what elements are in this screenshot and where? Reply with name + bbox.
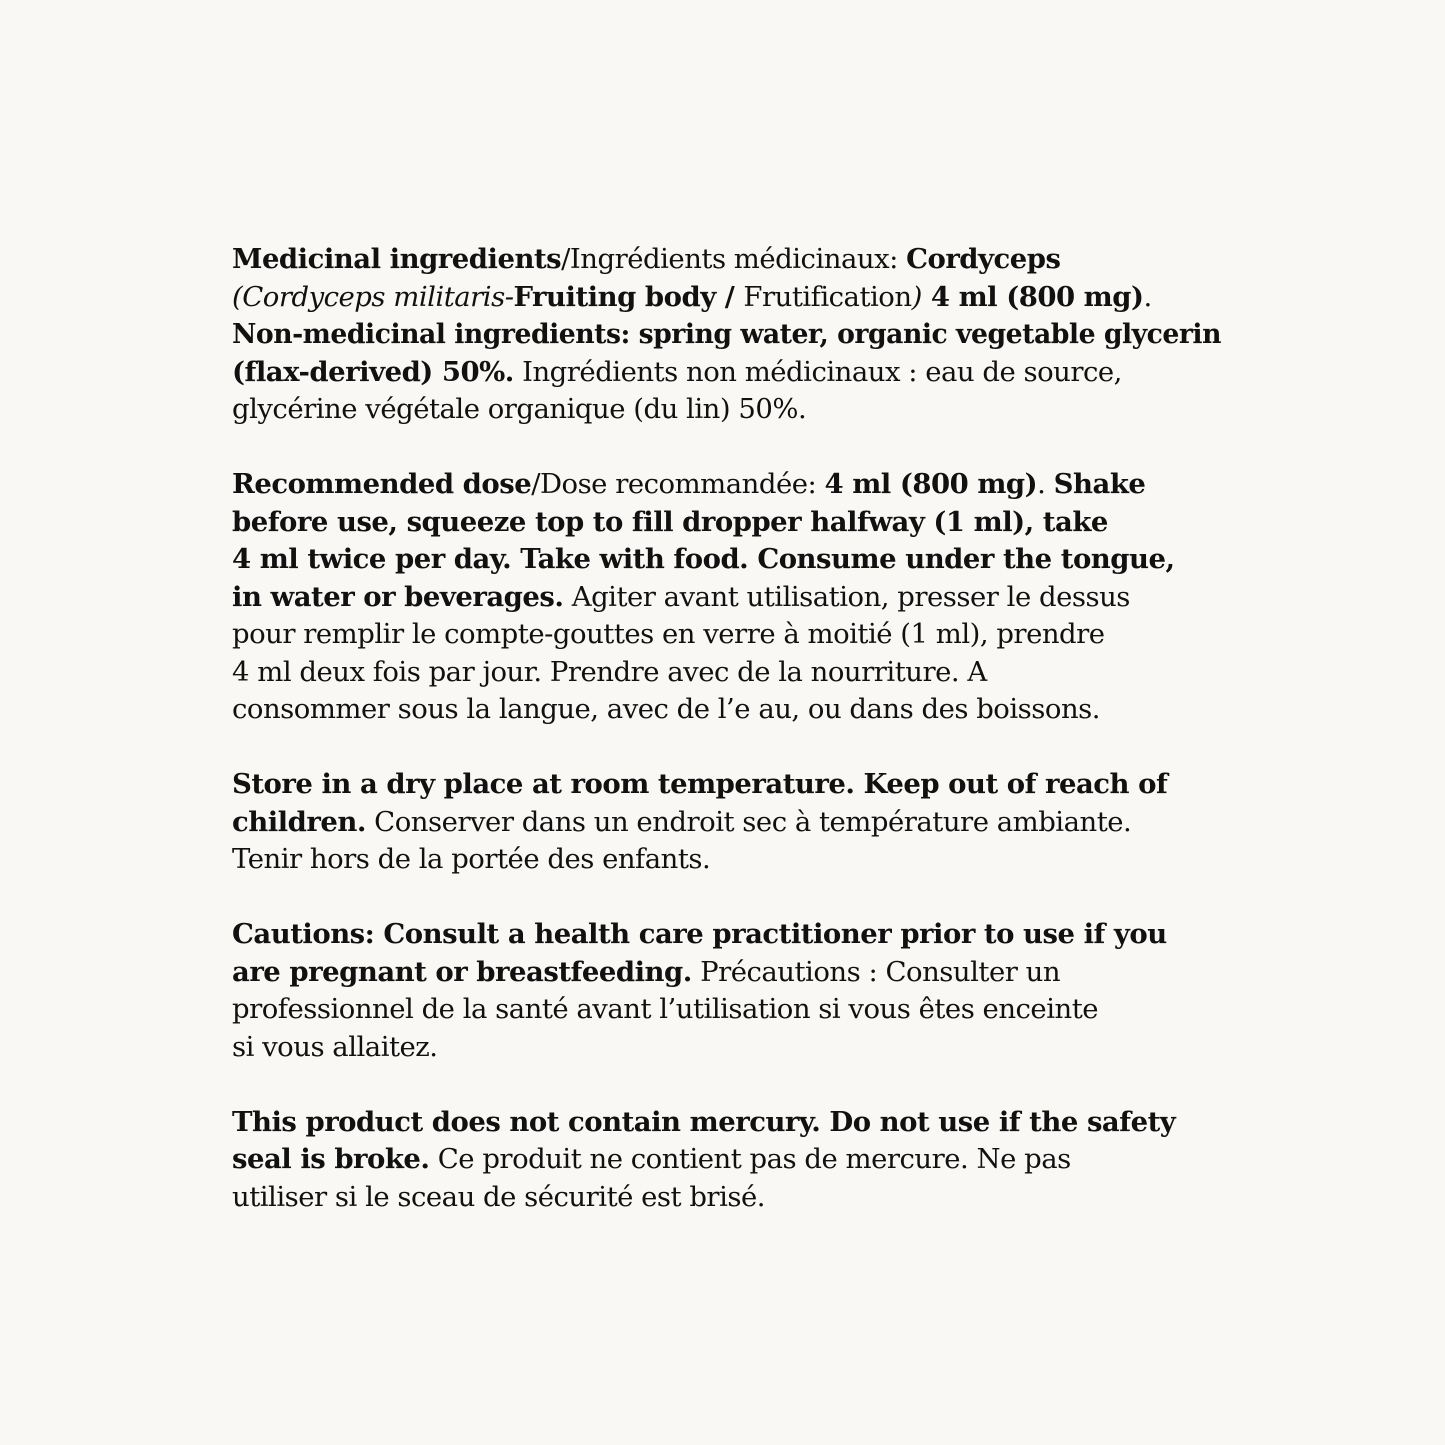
- dose-line-1: Recommended dose/Dose recommandée: 4 ml (800 mg). Shake: [232, 468, 1146, 500]
- dose-line-2: before use, squeeze top to fill dropper halfway (1 ml), take: [232, 505, 1108, 538]
- plant-part-en: Fruiting body /: [513, 280, 744, 313]
- cautions-section: [232, 916, 1222, 1066]
- dose-amount: 4 ml (800 mg): [824, 468, 1038, 500]
- product-label-text: [232, 241, 1222, 1254]
- ingredients-line-5: glycérine végétale organique (du lin) 50%.: [232, 393, 807, 425]
- storage-section: [232, 766, 1222, 879]
- medicinal-ingredients-heading: Medicinal ingredients: [232, 243, 562, 275]
- dose-section: [232, 466, 1222, 729]
- mercury-line-2: seal is broke. Ce produit ne contient pas de mercure. Ne pas: [232, 1143, 1071, 1175]
- mercury-line-1: This product does not contain mercury. Do not use if the safety: [232, 1105, 1176, 1138]
- dose-line-7: consommer sous la langue, avec de l’e au, ou dans des boissons.: [232, 693, 1101, 725]
- ingredient-amount: 4 ml (800 mg): [921, 280, 1144, 313]
- non-medicinal-ingredients-fr: Ingrédients non médicinaux : eau de source,: [513, 355, 1122, 388]
- storage-instructions-fr: Conserver dans un endroit sec à température ambiante.: [365, 805, 1132, 838]
- mercury-statement-fr: Ce produit ne contient pas de mercure. Ne pas: [429, 1143, 1071, 1175]
- storage-line-3: Tenir hors de la portée des enfants.: [232, 843, 711, 875]
- cautions-line-3: professionnel de la santé avant l’utilisation si vous êtes enceinte: [232, 993, 1099, 1025]
- storage-line-2: children. Conserver dans un endroit sec à température ambiante.: [232, 805, 1132, 838]
- recommended-dose-heading: Recommended dose: [232, 468, 532, 500]
- cautions-line-4: si vous allaitez.: [232, 1030, 438, 1063]
- ingredients-line-2: (Cordyceps militaris-Fruiting body / Frutification) 4 ml (800 mg).: [232, 280, 1152, 313]
- dose-line-6: 4 ml deux fois par jour. Prendre avec de la nourriture. A: [232, 655, 987, 688]
- latin-name: (Cordyceps militaris-: [232, 280, 514, 313]
- dose-line-4: in water or beverages. Agiter avant utilisation, presser le dessus: [232, 580, 1130, 613]
- storage-line-1: Store in a dry place at room temperature. Keep out of reach of: [232, 768, 1168, 800]
- cautions-fr: Précautions : Consulter un: [691, 955, 1061, 988]
- ingredients-line-4: (flax-derived) 50%. Ingrédients non médicinaux : eau de source,: [232, 355, 1122, 388]
- ingredients-line-1: Medicinal ingredients/Ingrédients médicinaux: Cordyceps: [232, 243, 1061, 275]
- cautions-line-1: Cautions: Consult a health care practitioner prior to use if you: [232, 918, 1167, 950]
- recommended-dose-heading-fr: Dose recommandée:: [539, 468, 825, 500]
- mercury-section: [232, 1104, 1222, 1217]
- mercury-line-3: utiliser si le sceau de sécurité est brisé.: [232, 1180, 765, 1213]
- dose-instructions-fr: Agiter avant utilisation, presser le dessus: [563, 580, 1130, 613]
- non-medicinal-ingredients: Non-medicinal ingredients: spring water, organic vegetable glycerin: [232, 319, 1221, 350]
- ingredients-section: [232, 241, 1222, 429]
- dose-line-5: pour remplir le compte-gouttes en verre à moitié (1 ml), prendre: [232, 618, 1105, 650]
- medicinal-ingredients-heading-fr: Ingrédients médicinaux:: [569, 243, 907, 275]
- plant-part-fr: Frutification: [743, 280, 912, 313]
- cautions-line-2: are pregnant or breastfeeding. Précautions : Consulter un: [232, 955, 1061, 988]
- ingredients-line-3: [232, 316, 1222, 354]
- product-name: Cordyceps: [906, 243, 1061, 275]
- dose-line-3: 4 ml twice per day. Take with food. Consume under the tongue,: [232, 543, 1175, 575]
